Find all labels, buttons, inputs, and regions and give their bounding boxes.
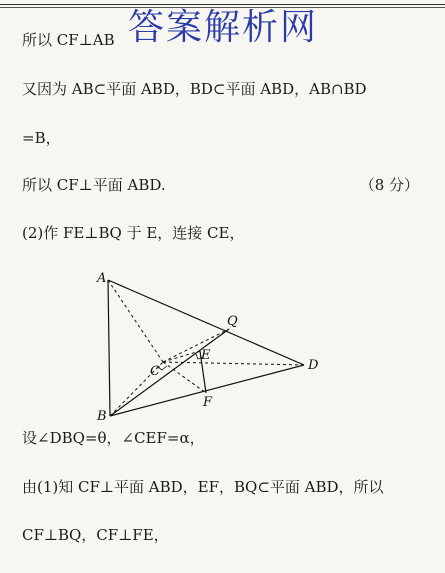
- text-line-7: 由(1)知 CF⊥平面 ABD，EF，BQ⊂平面 ABD，所以: [22, 478, 384, 496]
- top-border-line: [0, 4, 445, 5]
- score-label: （8 分）: [359, 176, 419, 194]
- watermark-text: 答案解析网: [128, 7, 319, 48]
- text-line-3: =B，: [22, 129, 61, 147]
- edge-CF: [163, 362, 206, 393]
- text-line-1: 所以 CF⊥AB: [22, 31, 115, 49]
- label-D: D: [308, 358, 319, 373]
- edge-CQ: [163, 329, 229, 362]
- label-Q: Q: [227, 314, 238, 329]
- edge-AB: [108, 280, 110, 416]
- text-line-8: CF⊥BQ，CF⊥FE，: [22, 526, 169, 544]
- geometry-figure: [92, 268, 332, 428]
- text-line-5: (2)作 FE⊥BQ 于 E，连接 CE，: [22, 224, 245, 242]
- label-A: A: [97, 271, 107, 286]
- label-C: C: [150, 364, 160, 379]
- text-line-2: 又因为 AB⊂平面 ABD，BD⊂平面 ABD，AB∩BD: [22, 80, 367, 98]
- text-line-4: 所以 CF⊥平面 ABD.: [22, 176, 166, 194]
- label-B: B: [97, 409, 107, 424]
- text-line-6: 设∠DBQ=θ，∠CEF=α，: [22, 429, 205, 447]
- label-F: F: [203, 395, 213, 410]
- label-E: E: [201, 348, 211, 363]
